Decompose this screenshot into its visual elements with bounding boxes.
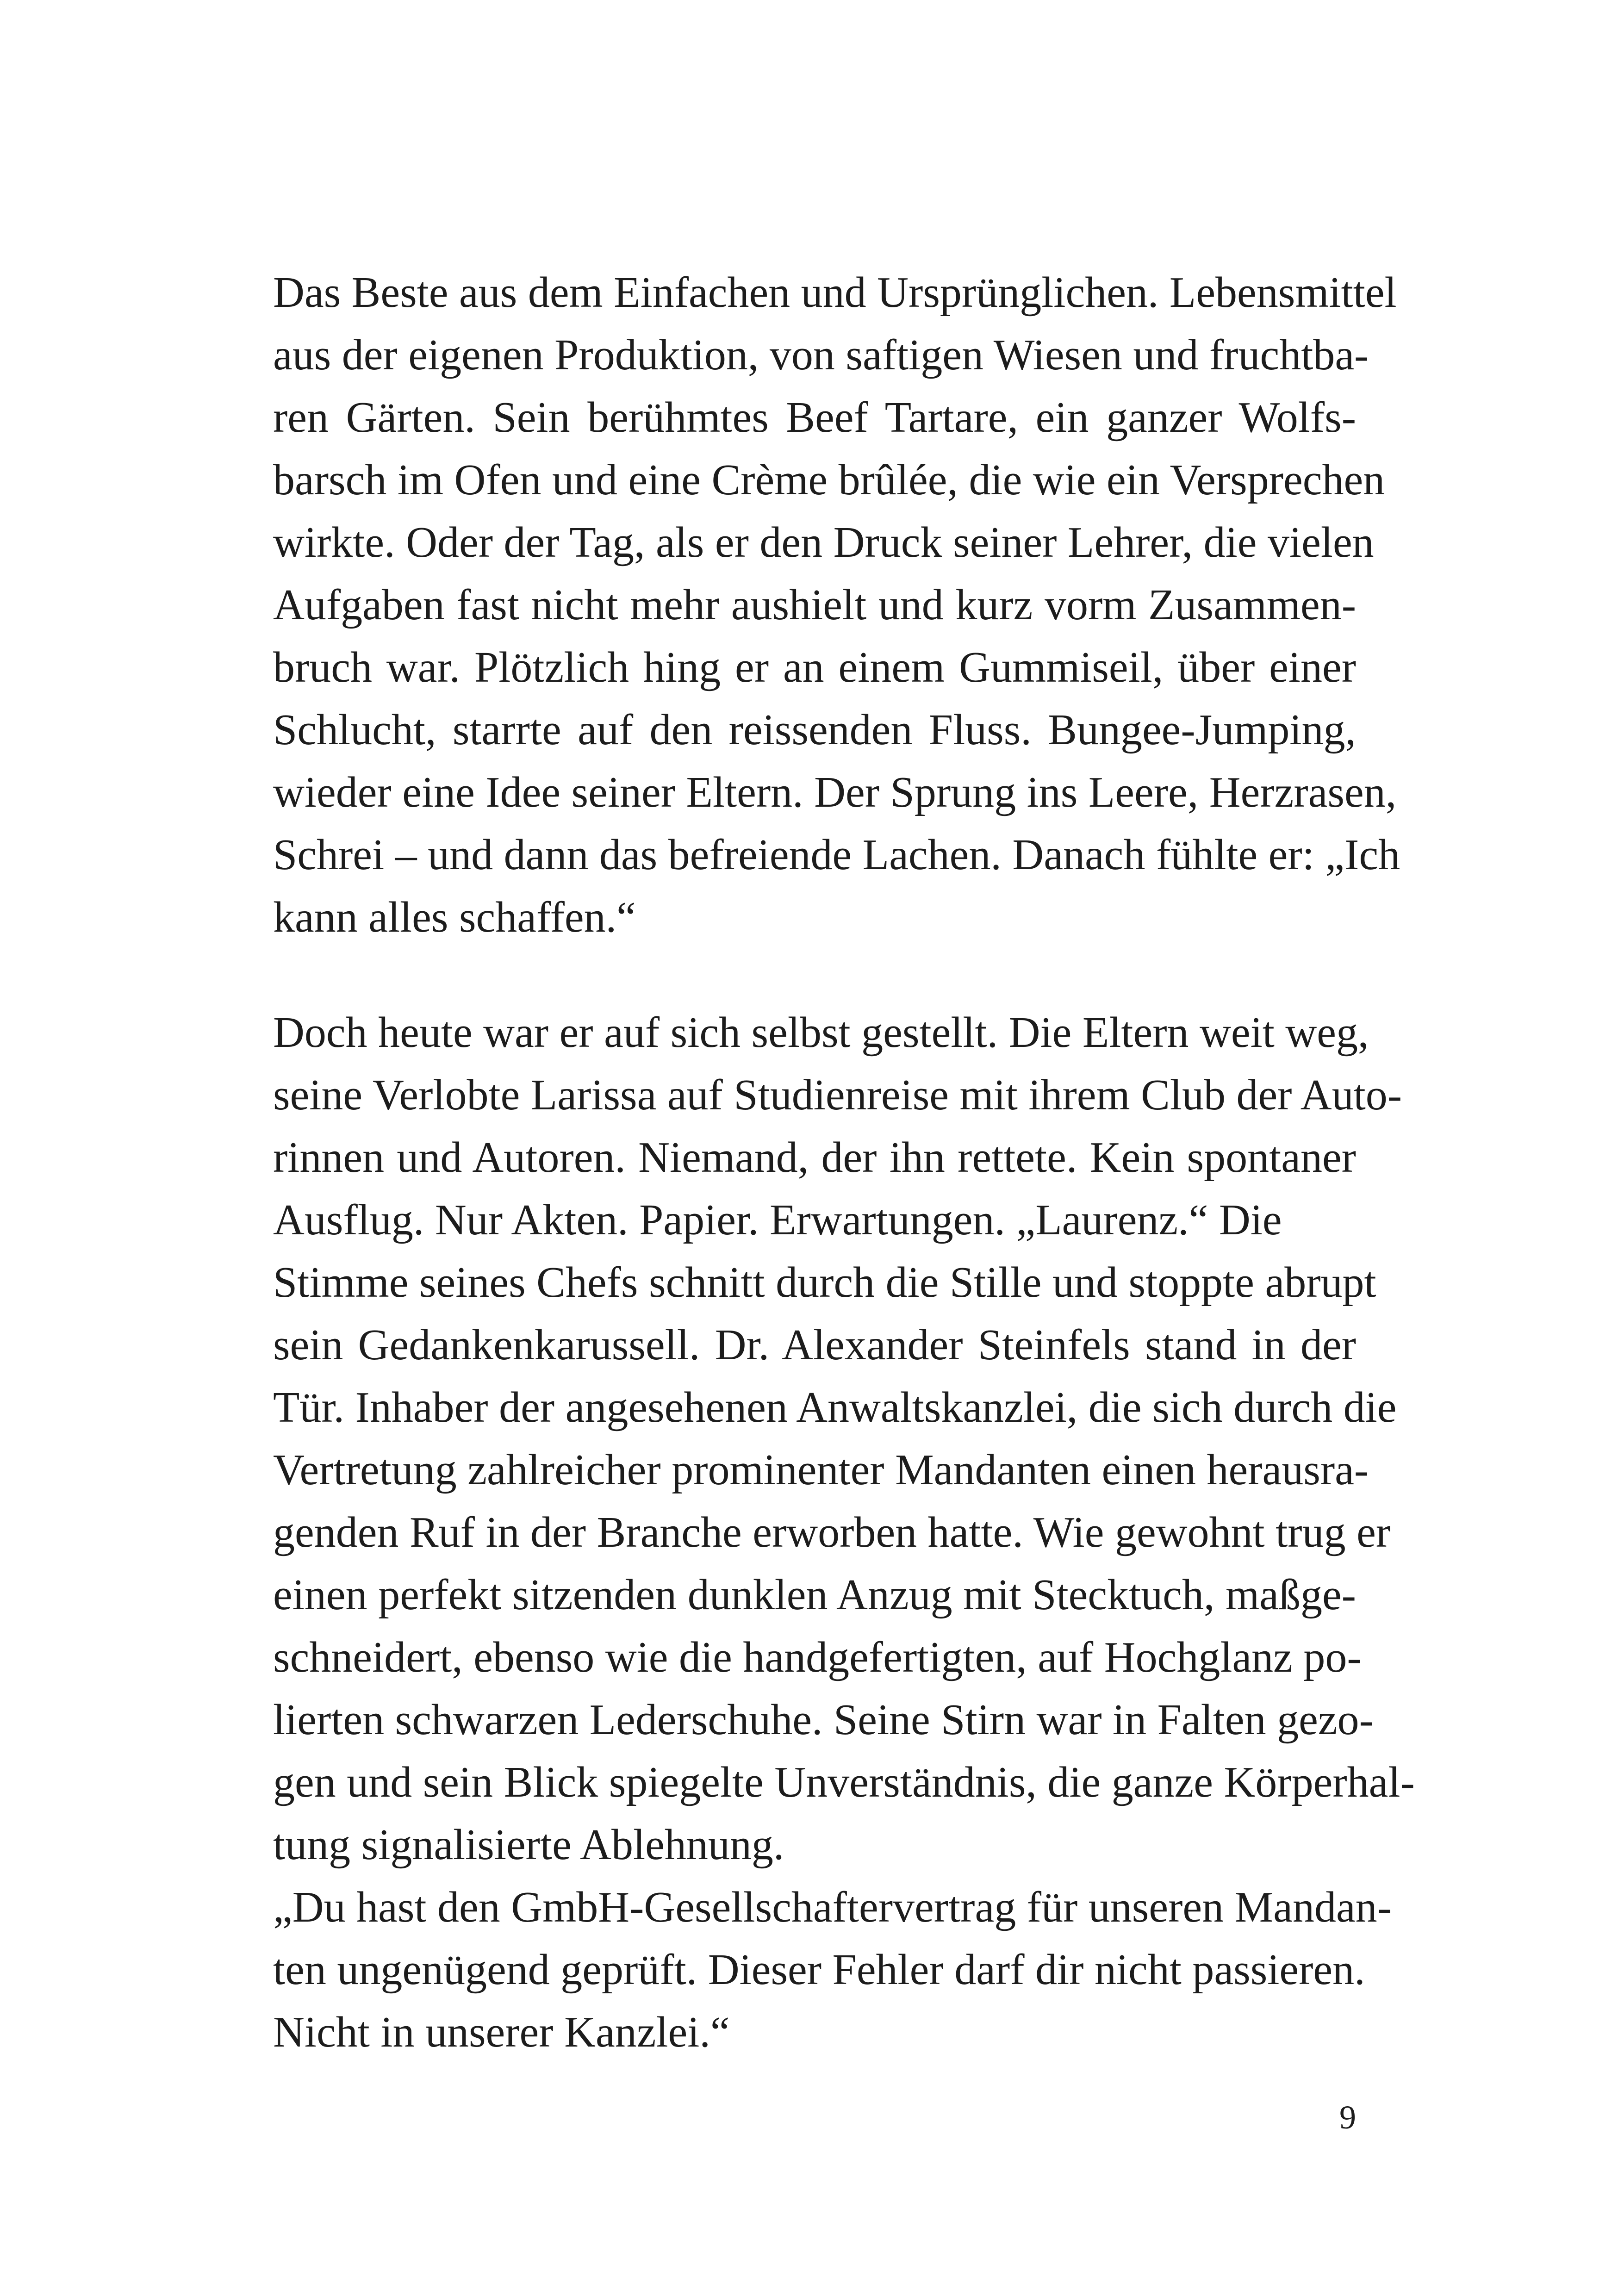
text-line: seine Verlobte Larissa auf Studienreise mit ihrem Club der Auto- [273, 1071, 1402, 1119]
text-line: Das Beste aus dem Einfachen und Ursprünglichen. Lebensmittel [273, 268, 1397, 317]
text-line: Tür. Inhaber der angesehenen Anwaltskanzlei, die sich durch die [273, 1383, 1397, 1431]
text-line: ren Gärten. Sein berühmtes Beef Tartare, ein ganzer Wolfs- [273, 393, 1356, 442]
text-line: wieder eine Idee seiner Eltern. Der Sprung ins Leere, Herzrasen, [273, 768, 1397, 816]
text-line: bruch war. Plötzlich hing er an einem Gummiseil, über einer [273, 643, 1356, 691]
text-line: schneidert, ebenso wie die handgefertigten, auf Hochglanz po- [273, 1633, 1362, 1681]
text-line: Stimme seines Chefs schnitt durch die Stille und stoppte abrupt [273, 1258, 1376, 1307]
text-line: rinnen und Autoren. Niemand, der ihn rettete. Kein spontaner [273, 1133, 1356, 1182]
text-line: Schlucht, starrte auf den reissenden Fluss. Bungee-Jumping, [273, 706, 1356, 754]
text-line: barsch im Ofen und eine Crème brûlée, die wie ein Versprechen [273, 456, 1385, 504]
paragraph-1 [273, 261, 1400, 949]
text-line: sein Gedankenkarussell. Dr. Alexander Steinfels stand in der [273, 1321, 1356, 1369]
text-line: genden Ruf in der Branche erworben hatte. Wie gewohnt trug er [273, 1508, 1391, 1556]
text-line: Aufgaben fast nicht mehr aushielt und kurz vorm Zusammen- [273, 581, 1356, 629]
text-line: einen perfekt sitzenden dunklen Anzug mit Stecktuch, maßge- [273, 1571, 1356, 1619]
text-line: kann alles schaffen.“ [273, 893, 636, 941]
text-line: aus der eigenen Produktion, von saftigen Wiesen und fruchtba- [273, 331, 1369, 379]
paragraph-2 [273, 1002, 1415, 2064]
text-line: gen und sein Blick spiegelte Unverständnis, die ganze Körperhal- [273, 1758, 1415, 1806]
text-line: „Du hast den GmbH-Gesellschaftervertrag für unseren Mandan- [273, 1883, 1392, 1931]
text-line: lierten schwarzen Lederschuhe. Seine Stirn war in Falten gezo- [273, 1696, 1374, 1744]
text-line: tung signalisierte Ablehnung. [273, 1821, 784, 1869]
text-line: Doch heute war er auf sich selbst gestellt. Die Eltern weit weg, [273, 1008, 1369, 1057]
text-line: Nicht in unserer Kanzlei.“ [273, 2008, 730, 2056]
text-line: Schrei – und dann das befreiende Lachen. Danach fühlte er: „Ich [273, 831, 1400, 879]
text-line: Ausflug. Nur Akten. Papier. Erwartungen. „Laurenz.“ Die [273, 1196, 1282, 1244]
text-line: Vertretung zahlreicher prominenter Mandanten einen herausra- [273, 1446, 1369, 1494]
text-line: wirkte. Oder der Tag, als er den Druck seiner Lehrer, die vielen [273, 518, 1374, 566]
text-line: ten ungenügend geprüft. Dieser Fehler darf dir nicht passieren. [273, 1946, 1365, 1994]
page-number: 9 [1339, 2099, 1356, 2136]
